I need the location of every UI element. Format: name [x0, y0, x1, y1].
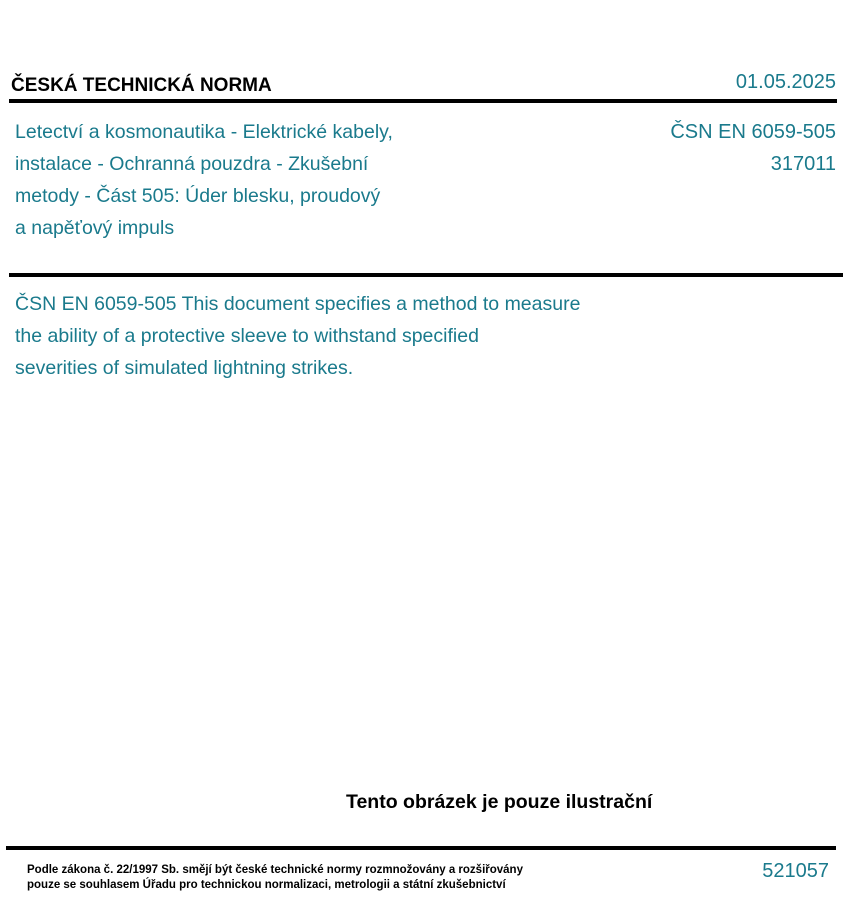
legal-line: Podle zákona č. 22/1997 Sb. smějí být české technické normy rozmnožovány a rozšiřovány: [27, 864, 523, 876]
abstract-line: ČSN EN 6059-505 This document specifies a method to measure: [15, 293, 581, 315]
standard-code: ČSN EN 6059-505: [670, 121, 836, 143]
publication-date: 01.05.2025: [735, 71, 836, 93]
standard-title-line: metody - Část 505: Úder blesku, proudový: [15, 185, 381, 207]
standard-title-line: Letectví a kosmonautika - Elektrické kabely,: [15, 121, 393, 143]
section-divider: [9, 273, 843, 277]
standard-title-line: instalace - Ochranná pouzdra - Zkušební: [15, 153, 369, 175]
standard-title-line: a napěťový impuls: [15, 217, 175, 239]
illustration-note: Tento obrázek je pouze ilustrační: [346, 791, 653, 813]
footer-divider: [6, 846, 836, 850]
norm-title: ČESKÁ TECHNICKÁ NORMA: [11, 75, 272, 96]
abstract-line: the ability of a protective sleeve to withstand specified: [15, 325, 479, 347]
abstract-line: severities of simulated lightning strikes.: [15, 357, 354, 379]
footer-code: 521057: [762, 860, 829, 882]
abstract: [15, 288, 655, 384]
legal-line: pouze se souhlasem Úřadu pro technickou normalizaci, metrologii a státní zkušebnictví: [27, 879, 506, 891]
legal-notice: [27, 863, 523, 893]
standard-title: [15, 116, 455, 244]
standard-identifier: [670, 116, 836, 180]
header-divider: [9, 99, 837, 103]
class-number: 317011: [770, 153, 836, 175]
